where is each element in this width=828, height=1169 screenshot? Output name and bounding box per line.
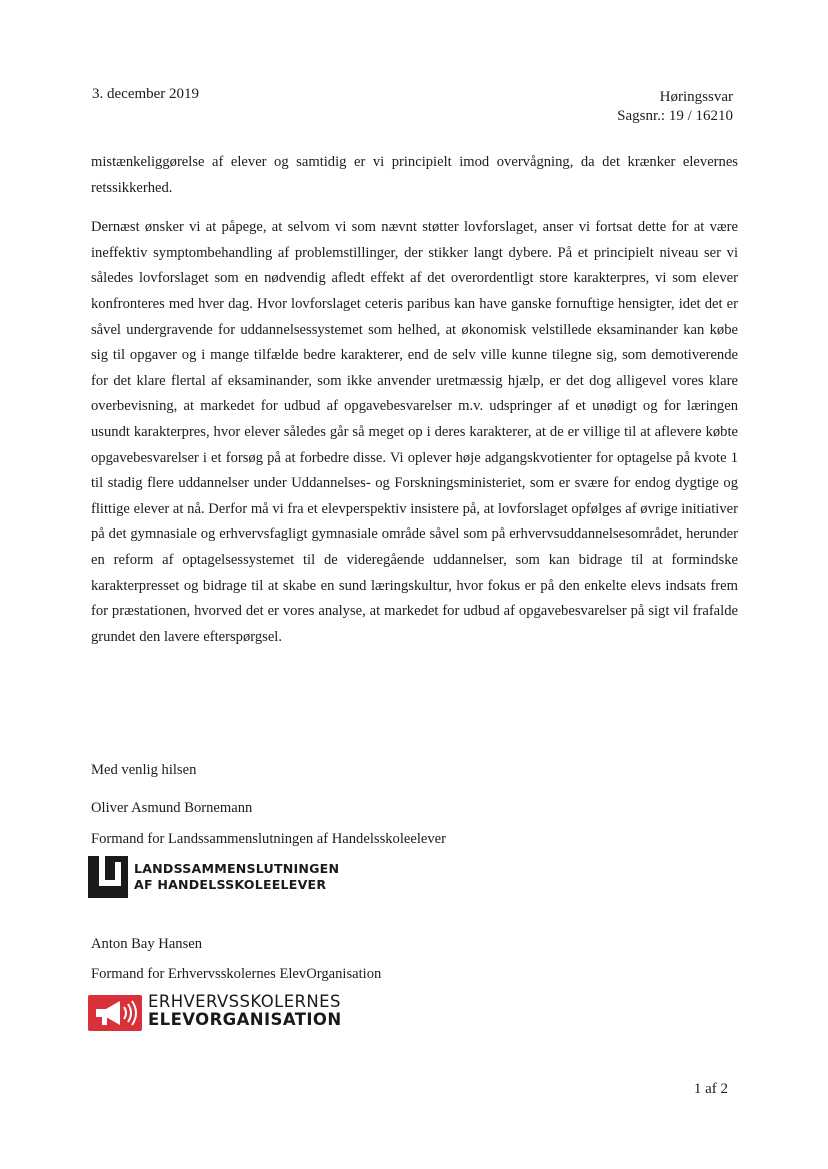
signatory-1-name: Oliver Asmund Bornemann	[91, 800, 253, 816]
closing-greeting: Med venlig hilsen	[91, 762, 197, 778]
eeo-logo	[88, 993, 378, 1035]
megaphone-icon	[88, 995, 142, 1031]
eeo-logo-text	[148, 993, 342, 1029]
signatory-1-title: Formand for Landssammenslutningen af Handelsskoleelever	[91, 831, 447, 847]
signatory-2-title: Formand for Erhvervsskolernes ElevOrganisation	[91, 966, 382, 982]
letter-body	[91, 150, 738, 650]
body-paragraph-2: Dernæst ønsker vi at påpege, at selvom vi som nævnt støtter lovforslaget, anser vi fortsat dette for at være ineffektiv symptombehandling af problemstillinger, der stikker langt dybere. På et principielt niveau ser vi således lovforslaget som en nødvendig afledt effekt af det overordentligt store karakterpres, vi som elever konfronteres med hver dag. Hvor lovforslaget ceteris paribus kan have ganske fornuftige hensigter, idet det er såvel undergravende for uddannelsessystemet som helhed, at økonomisk velstillede eksaminander kan købe sig til opgaver og i mange tilfælde bedre karakterer, end de selv ville kunne tilegne sig, som demotiverende for det klare flertal af eksaminander, som ikke anvender uretmæssig hjælp, er det dog alligevel vores klare overbevisning, at markedet for udbud af opgavebesvarelser m.v. udspringer af et unødigt og for læringen usundt karakterpres, hvor elever således går så meget op i deres karakterer, at de er villige til at aflevere købte opgavebesvarelser i et forsøg på at forbedre disse. Vi oplever høje adgangskvotienter for optagelse på kvote 1 til stadig flere uddannelser under Uddannelses- og Forskningsministeriet, som er svære for endog dygtige og flittige elever at nå. Derfor må vi fra et elevperspektiv insistere på, at lovforslaget opfølges af øvrige initiativer på det gymnasiale og erhvervsfagligt gymnasiale område såvel som på erhvervsuddannelsesområdet, herunder en reform af optagelsessystemet til de videregående uddannelser, som kan bidrage til at formindske karakterpresset og bidrage til at skabe en sund læringskultur, hvor fokus er på den enkelte elevs indsats frem for præstationen, hvorved det er vores analyse, at markedet for udbud af opgavebesvarelser på sigt vil frafalde grundet den lavere efterspørgsel.	[91, 219, 738, 645]
lh-logo-text	[134, 861, 339, 893]
document-header-meta	[617, 88, 733, 126]
lh-logo-line-2: AF HANDELSSKOLEELEVER	[134, 877, 327, 892]
case-number: Sagsnr.: 19 / 16210	[617, 108, 733, 124]
eeo-logo-line-1: ERHVERVSSKOLERNES	[148, 992, 341, 1011]
lh-logo-icon	[88, 856, 128, 898]
document-date: 3. december 2019	[92, 86, 200, 102]
eeo-logo-line-2: ELEVORGANISATION	[148, 1010, 342, 1029]
lh-logo-line-1: LANDSSAMMENSLUTNINGEN	[134, 861, 340, 876]
body-paragraph-1: mistænkeliggørelse af elever og samtidig er vi principielt imod overvågning, da det krænker elevernes retssikkerhed.	[91, 154, 738, 196]
page-number: 1 af 2	[693, 1081, 728, 1097]
signatory-2-name: Anton Bay Hansen	[91, 936, 203, 952]
document-type: Høringssvar	[659, 89, 733, 105]
lh-logo	[88, 856, 368, 900]
